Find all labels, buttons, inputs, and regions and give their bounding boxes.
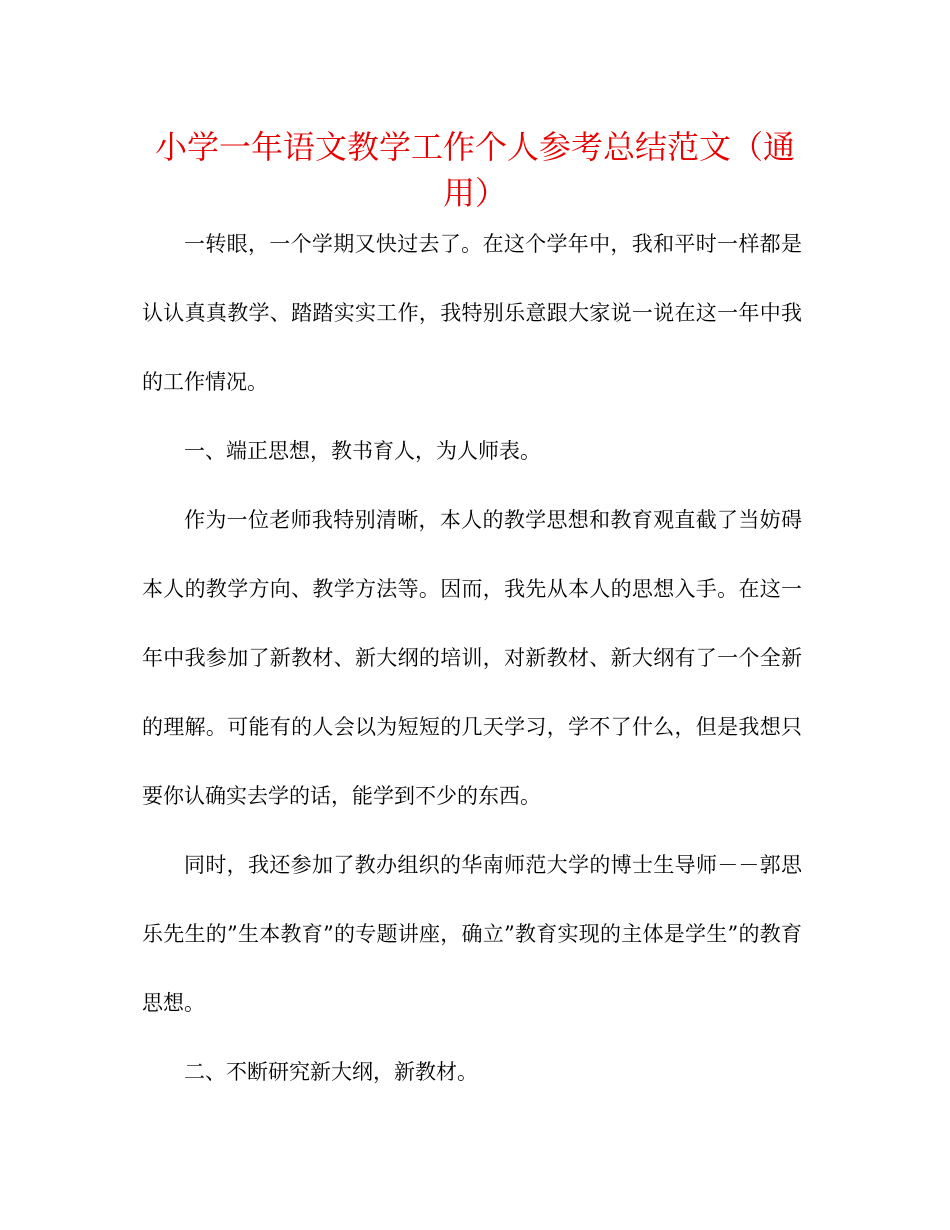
paragraph-lecture: 同时，我还参加了教办组织的华南师范大学的博士生导师－－郭思乐先生的”生本教育”的专题讲座，确立”教育实现的主体是学生”的教育思想。 — [142, 853, 802, 1015]
paragraph-intro: 一转眼，一个学期又快过去了。在这个学年中，我和平时一样都是认认真真教学、踏踏实实工作，我特别乐意跟大家说一说在这一年中我的工作情况。 — [142, 232, 802, 394]
section-heading-2: 二、不断研究新大纲，新教材。 — [184, 1060, 478, 1084]
paragraph-teaching-thought: 作为一位老师我特别清晰，本人的教学思想和教育观直截了当妨碍本人的教学方向、教学方法等。因而，我先从本人的思想入手。在这一年中我参加了新教材、新大纲的培训，对新教材、新大纲有了一个全新的理解。可能有的人会以为短短的几天学习，学不了什么，但是我想只要你认确实去学的话，能学到不少的东西。 — [142, 508, 802, 808]
section-heading-1: 一、端正思想，教书育人，为人师表。 — [184, 439, 541, 463]
document-body — [142, 210, 802, 1107]
document-title: 小学一年语文教学工作个人参考总结范文（通用） — [154, 128, 795, 212]
